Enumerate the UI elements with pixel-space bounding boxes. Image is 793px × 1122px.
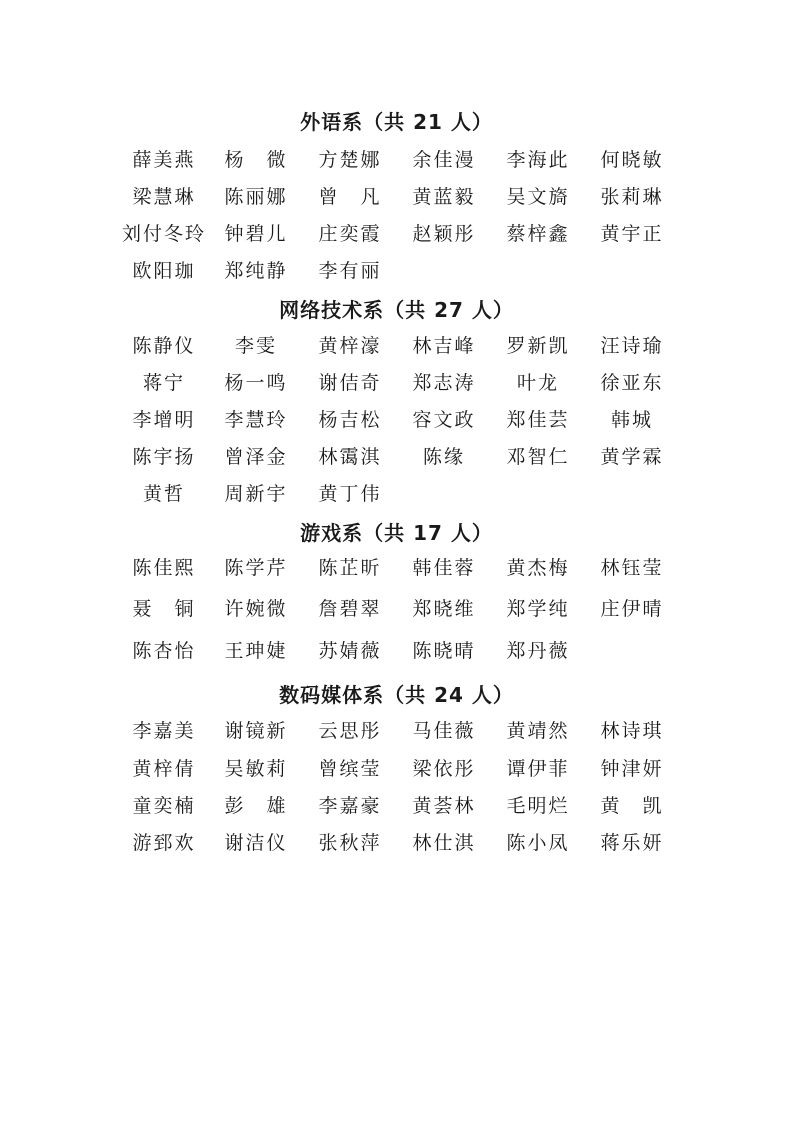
name-row bbox=[0, 256, 793, 286]
section-title-digital-media: 数码媒体系（共 24 人） bbox=[279, 683, 514, 707]
student-name: 黄梓濠 bbox=[318, 335, 382, 357]
student-name: 黄哲 bbox=[142, 483, 185, 505]
student-name: 曾泽金 bbox=[224, 446, 288, 468]
student-name: 杨一鸣 bbox=[224, 372, 288, 394]
student-name: 游郅欢 bbox=[132, 832, 196, 854]
student-name: 李有丽 bbox=[318, 260, 382, 282]
student-name: 李海此 bbox=[506, 149, 570, 171]
student-name: 郑佳芸 bbox=[506, 409, 570, 431]
student-name: 陈静仪 bbox=[132, 335, 196, 357]
name-row bbox=[0, 479, 793, 509]
student-name: 韩城 bbox=[610, 409, 653, 431]
student-name: 马佳薇 bbox=[412, 720, 476, 742]
student-name: 陈宇扬 bbox=[132, 446, 196, 468]
student-name: 张秋萍 bbox=[318, 832, 382, 854]
student-name: 蒋宁 bbox=[142, 372, 185, 394]
student-name: 曾缤莹 bbox=[318, 758, 382, 780]
student-name: 陈芷昕 bbox=[318, 557, 382, 579]
student-name: 黄杰梅 bbox=[506, 557, 570, 579]
student-name: 容文政 bbox=[412, 409, 476, 431]
student-name: 林仕淇 bbox=[412, 832, 476, 854]
student-name: 庄奕霞 bbox=[318, 223, 382, 245]
student-name: 陈杏怡 bbox=[132, 640, 196, 662]
student-name: 谢洁仪 bbox=[224, 832, 288, 854]
student-name: 林诗琪 bbox=[600, 720, 664, 742]
name-row bbox=[0, 754, 793, 784]
student-name: 郑志涛 bbox=[412, 372, 476, 394]
student-name: 云思彤 bbox=[318, 720, 382, 742]
student-name: 杨 微 bbox=[224, 149, 288, 171]
student-name: 吴敏莉 bbox=[224, 758, 288, 780]
student-name: 聂 铜 bbox=[132, 598, 196, 620]
student-name: 郑学纯 bbox=[506, 598, 570, 620]
student-name: 罗新凯 bbox=[506, 335, 570, 357]
student-name: 毛明烂 bbox=[506, 795, 570, 817]
student-name: 李慧玲 bbox=[224, 409, 288, 431]
student-name: 苏婧薇 bbox=[318, 640, 382, 662]
student-name: 蒋乐妍 bbox=[600, 832, 664, 854]
student-name: 钟碧儿 bbox=[224, 223, 288, 245]
name-row bbox=[0, 145, 793, 175]
name-row bbox=[0, 331, 793, 361]
student-name: 黄学霖 bbox=[600, 446, 664, 468]
student-name: 谢镜新 bbox=[224, 720, 288, 742]
student-name: 陈晓晴 bbox=[412, 640, 476, 662]
student-name: 陈丽娜 bbox=[224, 186, 288, 208]
section-title-games: 游戏系（共 17 人） bbox=[300, 521, 493, 545]
student-name: 何晓敏 bbox=[600, 149, 664, 171]
student-name: 彭 雄 bbox=[224, 795, 288, 817]
student-name: 黄梓倩 bbox=[132, 758, 196, 780]
section-title-foreign-languages: 外语系（共 21 人） bbox=[300, 110, 493, 134]
name-row bbox=[0, 553, 793, 583]
student-name: 李增明 bbox=[132, 409, 196, 431]
student-name: 黄丁伟 bbox=[318, 483, 382, 505]
name-row bbox=[0, 636, 793, 666]
student-name: 欧阳珈 bbox=[132, 260, 196, 282]
student-name: 杨吉松 bbox=[318, 409, 382, 431]
student-name: 黄荟林 bbox=[412, 795, 476, 817]
student-name: 钟津妍 bbox=[600, 758, 664, 780]
student-name: 黄靖然 bbox=[506, 720, 570, 742]
student-name: 黄宇正 bbox=[600, 223, 664, 245]
student-name: 薛美燕 bbox=[132, 149, 196, 171]
student-name: 詹碧翠 bbox=[318, 598, 382, 620]
student-name: 曾 凡 bbox=[318, 186, 382, 208]
name-row bbox=[0, 442, 793, 472]
student-name: 林霭淇 bbox=[318, 446, 382, 468]
student-name: 郑纯静 bbox=[224, 260, 288, 282]
student-name: 韩佳蓉 bbox=[412, 557, 476, 579]
student-name: 梁慧琳 bbox=[132, 186, 196, 208]
student-name: 梁依彤 bbox=[412, 758, 476, 780]
student-name: 黄 凯 bbox=[600, 795, 664, 817]
student-name: 陈小凤 bbox=[506, 832, 570, 854]
student-name: 谢佶奇 bbox=[318, 372, 382, 394]
student-name: 徐亚东 bbox=[600, 372, 664, 394]
name-row bbox=[0, 716, 793, 746]
student-name: 陈佳熙 bbox=[132, 557, 196, 579]
student-name: 邓智仁 bbox=[506, 446, 570, 468]
student-name: 郑晓维 bbox=[412, 598, 476, 620]
student-name: 方楚娜 bbox=[318, 149, 382, 171]
student-name: 陈缘 bbox=[422, 446, 465, 468]
student-name: 李雯 bbox=[234, 335, 277, 357]
student-name: 许婉微 bbox=[224, 598, 288, 620]
student-name: 李嘉美 bbox=[132, 720, 196, 742]
student-name: 谭伊菲 bbox=[506, 758, 570, 780]
student-name: 张莉琳 bbox=[600, 186, 664, 208]
student-name: 叶龙 bbox=[516, 372, 559, 394]
student-name: 李嘉豪 bbox=[318, 795, 382, 817]
student-name: 王珅婕 bbox=[224, 640, 288, 662]
name-row bbox=[0, 828, 793, 858]
student-name: 陈学芹 bbox=[224, 557, 288, 579]
student-name: 赵颖彤 bbox=[412, 223, 476, 245]
student-name: 蔡梓鑫 bbox=[506, 223, 570, 245]
section-title-network-technology: 网络技术系（共 27 人） bbox=[279, 298, 514, 322]
name-row bbox=[0, 405, 793, 435]
student-name: 刘付冬玲 bbox=[121, 223, 206, 245]
student-name: 周新宇 bbox=[224, 483, 288, 505]
student-name: 郑丹薇 bbox=[506, 640, 570, 662]
name-row bbox=[0, 594, 793, 624]
student-name: 余佳漫 bbox=[412, 149, 476, 171]
student-name: 黄蓝毅 bbox=[412, 186, 476, 208]
student-name: 林吉峰 bbox=[412, 335, 476, 357]
student-name: 吴文旖 bbox=[506, 186, 570, 208]
student-name: 童奕楠 bbox=[132, 795, 196, 817]
student-name: 林钰莹 bbox=[600, 557, 664, 579]
student-name: 汪诗瑜 bbox=[600, 335, 664, 357]
name-row bbox=[0, 182, 793, 212]
student-name: 庄伊晴 bbox=[600, 598, 664, 620]
name-row bbox=[0, 791, 793, 821]
name-row bbox=[0, 219, 793, 249]
name-row bbox=[0, 368, 793, 398]
